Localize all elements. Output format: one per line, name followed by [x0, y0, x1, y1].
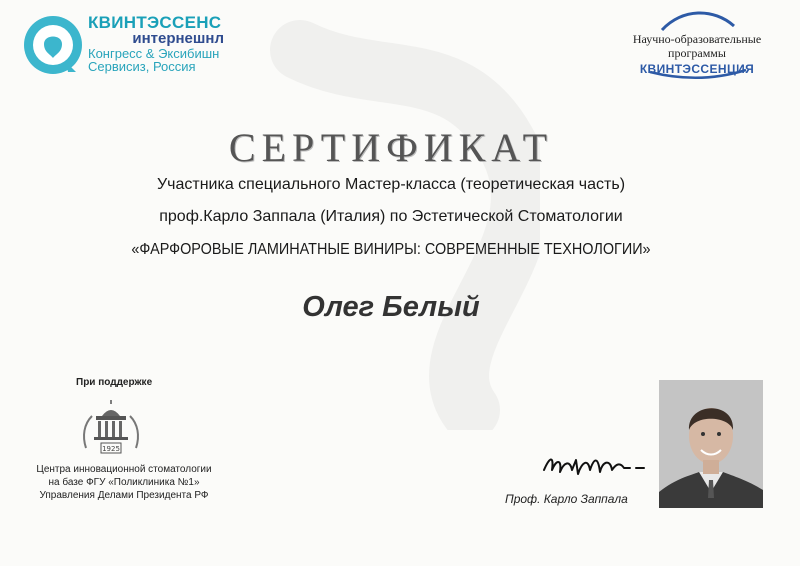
quintessence-programs-logo: [612, 6, 782, 76]
emblem-year: 1925: [102, 445, 120, 453]
logo-right-line3: КВИНТЭССЕНЦИЯ: [639, 61, 755, 76]
swoosh-icon: [642, 68, 752, 80]
certificate-title: СЕРТИФИКАТ: [228, 125, 554, 170]
logo-right-line2: программы: [668, 45, 726, 60]
support-org-line3: Управления Делами Президента РФ: [39, 490, 209, 501]
logo-right-line1: Научно-образовательные: [632, 32, 762, 46]
recipient-name: Олег Белый: [302, 291, 480, 323]
logo-left-line2: интернешнл: [132, 30, 224, 48]
logo-left-line1: КВИНТЭССЕНС: [88, 13, 222, 32]
arc-logo-icon: [642, 6, 752, 34]
signature-caption: Проф. Карло Заппала: [505, 492, 628, 506]
portrait-photo: [659, 380, 763, 508]
support-org-line2: на базе ФГУ «Поликлиника №1»: [48, 477, 200, 488]
support-org-line1: Центра инновационной стоматологии: [36, 464, 212, 475]
portrait-image: [659, 380, 763, 508]
building-emblem-icon: [80, 398, 142, 458]
certificate-line2: проф.Карло Заппала (Италия) по Эстетической Стоматологии: [159, 208, 623, 225]
certificate-line1: Участника специального Мастер-класса (теоретическая часть): [156, 176, 626, 193]
quintessence-international-logo: [22, 14, 242, 84]
certificate-line3: «ФАРФОРОВЫЕ ЛАМИНАТНЫЕ ВИНИРЫ: СОВРЕМЕННЫЕ ТЕХНОЛОГИИ»: [131, 241, 651, 258]
signature-icon: [540, 448, 650, 484]
logo-left-line4: Сервисиз, Россия: [88, 58, 196, 74]
support-organization: [30, 463, 218, 502]
quintessence-circle-logo-icon: [22, 14, 84, 76]
support-label: При поддержке: [76, 377, 153, 388]
logo-left-line3: Конгресс & Эксибишн: [88, 45, 220, 61]
